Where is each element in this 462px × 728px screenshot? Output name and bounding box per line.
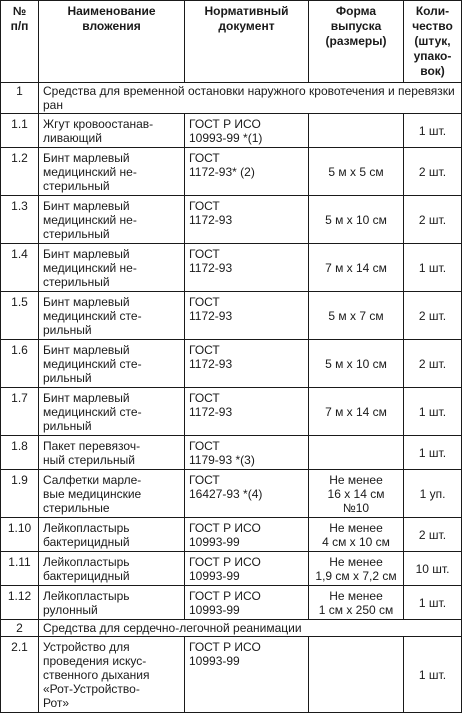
normative-document: ГОСТ 1172-93 bbox=[185, 292, 309, 340]
row-number: 2.1 bbox=[1, 637, 39, 713]
normative-document: ГОСТ 1172-93 bbox=[185, 388, 309, 436]
release-form bbox=[309, 436, 404, 470]
normative-document: ГОСТ 1172-93* (2) bbox=[185, 148, 309, 196]
normative-document: ГОСТ 1172-93 bbox=[185, 340, 309, 388]
release-form bbox=[309, 637, 404, 713]
section-num: 2 bbox=[1, 620, 39, 637]
quantity: 1 шт. bbox=[404, 436, 462, 470]
item-name: Пакет перевязоч- ный стерильный bbox=[39, 436, 185, 470]
header-num: № п/п bbox=[1, 1, 39, 83]
quantity: 2 шт. bbox=[404, 518, 462, 552]
row-number: 1.1 bbox=[1, 114, 39, 148]
table-row bbox=[1, 196, 462, 244]
quantity: 2 шт. bbox=[404, 196, 462, 244]
table-row bbox=[1, 436, 462, 470]
quantity: 2 шт. bbox=[404, 148, 462, 196]
row-number: 1.6 bbox=[1, 340, 39, 388]
item-name: Бинт марлевый медицинский сте- рильный bbox=[39, 340, 185, 388]
normative-document: ГОСТ 1179-93 *(3) bbox=[185, 436, 309, 470]
table-row bbox=[1, 518, 462, 552]
normative-document: ГОСТ Р ИСО 10993-99 bbox=[185, 518, 309, 552]
normative-document: ГОСТ Р ИСО 10993-99 *(1) bbox=[185, 114, 309, 148]
row-number: 1.10 bbox=[1, 518, 39, 552]
quantity: 1 шт. bbox=[404, 637, 462, 713]
item-name: Лейкопластырь бактерицидный bbox=[39, 552, 185, 586]
release-form: 5 м х 7 см bbox=[309, 292, 404, 340]
item-name: Устройство для проведения искус- ственного дыхания «Рот-Устройство- Рот» bbox=[39, 637, 185, 713]
header-form: Форма выпуска (размеры) bbox=[309, 1, 404, 83]
item-name: Бинт марлевый медицинский не- стерильный bbox=[39, 196, 185, 244]
release-form: 5 м х 10 см bbox=[309, 196, 404, 244]
table-body bbox=[1, 83, 462, 713]
item-name: Салфетки марле- вые медицинские стерильные bbox=[39, 470, 185, 518]
item-name: Бинт марлевый медицинский сте- рильный bbox=[39, 292, 185, 340]
item-name: Лейкопластырь бактерицидный bbox=[39, 518, 185, 552]
quantity: 2 шт. bbox=[404, 292, 462, 340]
normative-document: ГОСТ Р ИСО 10993-99 bbox=[185, 637, 309, 713]
header-name: Наименование вложения bbox=[39, 1, 185, 83]
release-form: 7 м х 14 см bbox=[309, 244, 404, 292]
table-row bbox=[1, 340, 462, 388]
quantity: 1 шт. bbox=[404, 244, 462, 292]
table-row bbox=[1, 552, 462, 586]
section-title: Средства для временной остановки наружного кровотечения и перевязки ран bbox=[39, 83, 462, 114]
section-row bbox=[1, 620, 462, 637]
release-form: 5 м х 5 см bbox=[309, 148, 404, 196]
row-number: 1.2 bbox=[1, 148, 39, 196]
table-row bbox=[1, 388, 462, 436]
section-title: Средства для сердечно-легочной реанимации bbox=[39, 620, 462, 637]
release-form: Не менее 4 см х 10 см bbox=[309, 518, 404, 552]
table-row bbox=[1, 586, 462, 620]
row-number: 1.4 bbox=[1, 244, 39, 292]
quantity: 1 шт. bbox=[404, 586, 462, 620]
row-number: 1.8 bbox=[1, 436, 39, 470]
row-number: 1.12 bbox=[1, 586, 39, 620]
normative-document: ГОСТ 16427-93 *(4) bbox=[185, 470, 309, 518]
normative-document: ГОСТ Р ИСО 10993-99 bbox=[185, 586, 309, 620]
item-name: Бинт марлевый медицинский не- стерильный bbox=[39, 244, 185, 292]
quantity: 1 шт. bbox=[404, 114, 462, 148]
item-name: Бинт марлевый медицинский не- стерильный bbox=[39, 148, 185, 196]
quantity: 2 шт. bbox=[404, 340, 462, 388]
release-form: 5 м х 10 см bbox=[309, 340, 404, 388]
release-form bbox=[309, 114, 404, 148]
quantity: 1 шт. bbox=[404, 388, 462, 436]
release-form: 7 м х 14 см bbox=[309, 388, 404, 436]
release-form: Не менее 1,9 см х 7,2 см bbox=[309, 552, 404, 586]
table-row bbox=[1, 637, 462, 713]
header-qty: Коли- чество (штук, упако- вок) bbox=[404, 1, 462, 83]
quantity: 1 уп. bbox=[404, 470, 462, 518]
row-number: 1.7 bbox=[1, 388, 39, 436]
header-row bbox=[1, 1, 462, 83]
row-number: 1.11 bbox=[1, 552, 39, 586]
release-form: Не менее 16 х 14 см №10 bbox=[309, 470, 404, 518]
section-num: 1 bbox=[1, 83, 39, 114]
row-number: 1.3 bbox=[1, 196, 39, 244]
table-row bbox=[1, 114, 462, 148]
release-form: Не менее 1 см х 250 см bbox=[309, 586, 404, 620]
section-row bbox=[1, 83, 462, 114]
normative-document: ГОСТ Р ИСО 10993-99 bbox=[185, 552, 309, 586]
row-number: 1.5 bbox=[1, 292, 39, 340]
normative-document: ГОСТ 1172-93 bbox=[185, 244, 309, 292]
table-row bbox=[1, 292, 462, 340]
item-name: Жгут кровоостанав- ливающий bbox=[39, 114, 185, 148]
table-row bbox=[1, 244, 462, 292]
normative-document: ГОСТ 1172-93 bbox=[185, 196, 309, 244]
table-row bbox=[1, 148, 462, 196]
quantity: 10 шт. bbox=[404, 552, 462, 586]
header-doc: Нормативный документ bbox=[185, 1, 309, 83]
item-name: Лейкопластырь рулонный bbox=[39, 586, 185, 620]
item-name: Бинт марлевый медицинский сте- рильный bbox=[39, 388, 185, 436]
table-row bbox=[1, 470, 462, 518]
row-number: 1.9 bbox=[1, 470, 39, 518]
